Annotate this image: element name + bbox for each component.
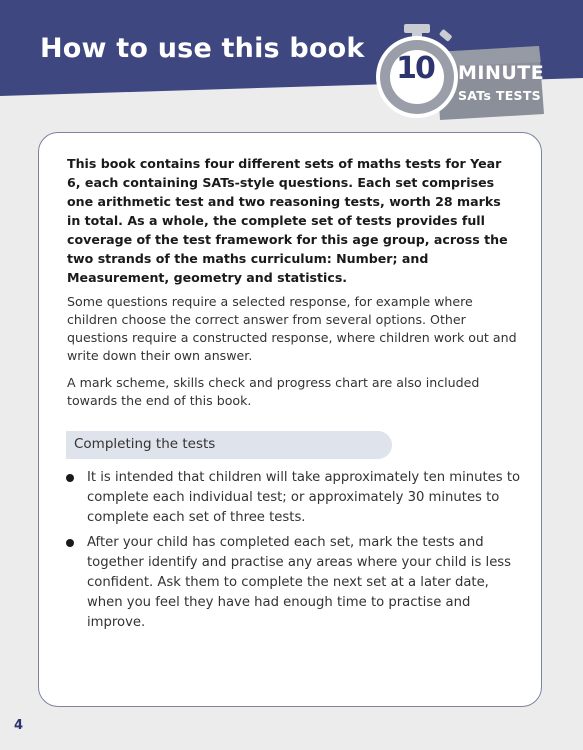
badge-word: MINUTE [458,62,545,84]
mark-scheme-paragraph: A mark scheme, skills check and progress chart are also included towards the end of this book. [67,375,480,408]
response-paragraph: Some questions require a selected response, for example where children choose the correct answer from several options. Other questions require a constructed response, where children work out and write down their own answer. [67,294,517,363]
page-number: 4 [14,718,24,733]
badge-number: 10 [396,51,434,86]
section-heading-label: Completing the tests [74,436,216,452]
section-heading [66,431,392,459]
bullet-text: It is intended that children will take approximately ten minutes to complete each individual test; or approximately 30 minutes to complete each set of three tests. [87,470,521,525]
bullet-text: After your child has completed each set, mark the tests and together identify and practise any areas where your child is less confident. Ask them to complete the next set at a later date, when you feel they have had enough time to practise and improve. [87,535,512,630]
ten-minute-badge [374,22,546,132]
badge-subtitle: SATs TESTS [458,88,541,103]
page-title: How to use this book [40,33,365,64]
bullet-icon [66,474,74,482]
intro-paragraph: This book contains four different sets of maths tests for Year 6, each containing SATs-style questions. Each set comprises one arithmetic test and two reasoning tests, worth 28 marks in total. As a whole, the complete set of tests provides full coverage of the test framework for this age group, across the two strands of the maths curriculum: Number; and Measurement, geometry and statistics. [67,156,508,285]
bullet-icon [66,539,74,547]
